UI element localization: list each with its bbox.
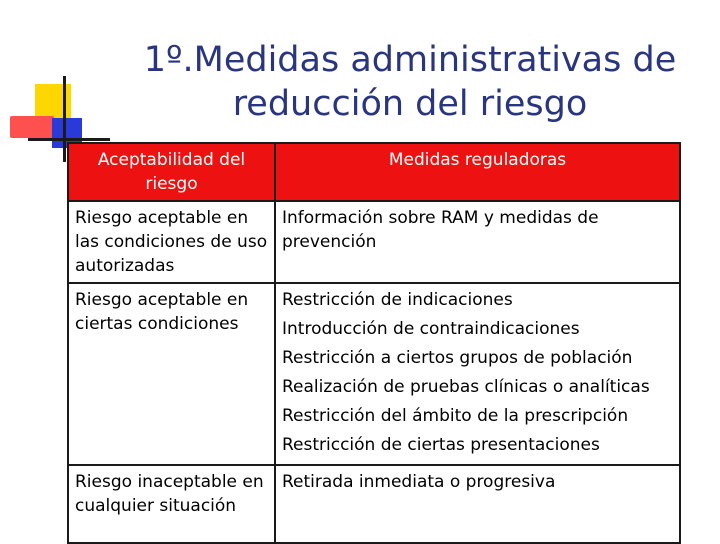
title-line-1: 1º.Medidas administrativas de [143, 40, 677, 80]
measure-item: Restricción de indicaciones [282, 290, 513, 310]
decor-red-bar [10, 116, 54, 138]
measure-item: Introducción de contraindicaciones [282, 319, 580, 339]
measure-item: Restricción a ciertos grupos de población [282, 348, 633, 368]
decor-horizontal-line [28, 138, 110, 141]
measures-cell [275, 465, 680, 543]
measure-item: Información sobre RAM y medidas de prevención [282, 208, 599, 252]
table-row [68, 465, 680, 543]
acceptability-cell: Riesgo aceptable en las condiciones de uso autorizadas [68, 201, 275, 283]
acceptability-cell: Riesgo inaceptable en cualquier situación [68, 465, 275, 543]
header-acceptability: Aceptabilidad del riesgo [68, 143, 275, 201]
table-row [68, 283, 680, 465]
measures-cell [275, 201, 680, 283]
measure-item: Realización de pruebas clínicas o analíticas [282, 377, 650, 397]
header-measures: Medidas reguladoras [275, 143, 680, 201]
measures-cell [275, 283, 680, 465]
measure-item: Restricción de ciertas presentaciones [282, 435, 600, 455]
header-row [68, 143, 680, 201]
measures-table [67, 142, 681, 544]
title-line-2: reducción del riesgo [232, 84, 588, 124]
decor-vertical-line [63, 76, 66, 162]
acceptability-cell: Riesgo aceptable en ciertas condiciones [68, 283, 275, 465]
table-row [68, 201, 680, 283]
measure-item: Restricción del ámbito de la prescripción [282, 406, 629, 426]
slide-title [110, 38, 710, 126]
measure-item: Retirada inmediata o progresiva [282, 472, 556, 492]
